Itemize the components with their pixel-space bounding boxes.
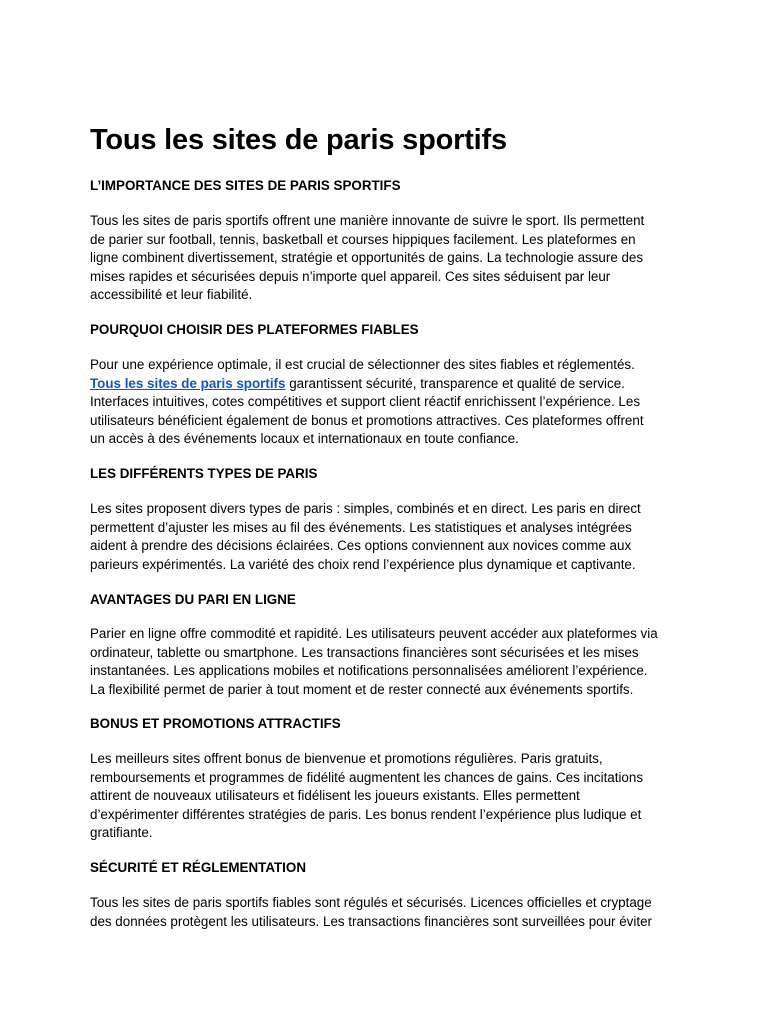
paragraph-line: instantanées. Les applications mobiles et notifications personnalisées améliorent l’expérience. bbox=[90, 663, 648, 678]
paragraph-line: attirent de nouveaux utilisateurs et fidélisent les joueurs existants. Elles permettent bbox=[90, 788, 580, 803]
page-title: Tous les sites de paris sportifs bbox=[90, 124, 507, 156]
paragraph-line-with-link bbox=[90, 375, 644, 394]
paragraph-line: Les sites proposent divers types de paris : simples, combinés et en direct. Les paris en direct bbox=[90, 501, 641, 516]
paragraph-line: ordinateur, tablette ou smartphone. Les transactions financières sont sécurisées et les mises bbox=[90, 644, 639, 660]
paragraph-line-rest: garantissent sécurité, transparence et qualité de service. bbox=[289, 375, 625, 391]
paragraph-line: permettent d’ajuster les mises au fil des événements. Les statistiques et analyses intégrées bbox=[90, 519, 632, 535]
paragraph-line: La flexibilité permet de parier à tout moment et de rester connecté aux événements sportifs. bbox=[90, 681, 634, 697]
section-paragraph-plateformes bbox=[90, 356, 644, 449]
section-heading-securite: SÉCURITÉ ET RÉGLEMENTATION bbox=[90, 860, 306, 875]
paragraph-line: aident à prendre des décisions éclairées. Ces options conviennent aux novices comme aux bbox=[90, 538, 632, 553]
paragraph-line: remboursements et programmes de fidélité augmentent les chances de gains. Ces incitations bbox=[90, 769, 644, 785]
section-heading-bonus: BONUS ET PROMOTIONS ATTRACTIFS bbox=[90, 716, 341, 731]
section-heading-plateformes: POURQUOI CHOISIR DES PLATEFORMES FIABLES bbox=[90, 322, 419, 337]
section-paragraph-bonus bbox=[90, 750, 643, 843]
section-heading-importance: L’IMPORTANCE DES SITES DE PARIS SPORTIFS bbox=[90, 178, 401, 193]
paragraph-line: de parier sur football, tennis, basketball et courses hippiques facilement. Les plateformes en bbox=[90, 231, 636, 247]
paragraph-line: gratifiante. bbox=[90, 825, 153, 840]
paragraph-line: des données protègent les utilisateurs. Les transactions financières sont surveillées pour éviter bbox=[90, 913, 652, 929]
paragraph-line: utilisateurs bénéficient également de bonus et promotions attractives. Ces plateformes offrent bbox=[90, 412, 644, 428]
paragraph-line: d’expérimenter différentes stratégies de paris. Les bonus rendent l’expérience plus ludique et bbox=[90, 806, 642, 822]
paragraph-line: parieurs expérimentés. La variété des choix rend l’expérience plus dynamique et captivante. bbox=[90, 556, 636, 572]
section-paragraph-avantages bbox=[90, 625, 658, 699]
paragraph-line: un accès à des événements locaux et internationaux en toute confiance. bbox=[90, 431, 519, 446]
paragraph-line: Interfaces intuitives, cotes compétitives et support client réactif enrichissent l’expérience. Les bbox=[90, 394, 641, 409]
paragraph-line: mises rapides et sécurisées depuis n’importe quel appareil. Ces sites séduisent par leur bbox=[90, 268, 611, 284]
section-paragraph-types bbox=[90, 500, 641, 574]
sites-paris-sportifs-link[interactable]: Tous les sites de paris sportifs bbox=[90, 375, 286, 391]
paragraph-line: Parier en ligne offre commodité et rapidité. Les utilisateurs peuvent accéder aux plateformes via bbox=[90, 626, 658, 641]
section-heading-types: LES DIFFÉRENTS TYPES DE PARIS bbox=[90, 466, 318, 481]
paragraph-line: Pour une expérience optimale, il est crucial de sélectionner des sites fiables et réglementés. bbox=[90, 357, 635, 372]
section-heading-avantages: AVANTAGES DU PARI EN LIGNE bbox=[90, 592, 296, 607]
paragraph-line: Tous les sites de paris sportifs offrent une manière innovante de suivre le sport. Ils permettent bbox=[90, 213, 645, 228]
paragraph-line: accessibilité et leur fiabilité. bbox=[90, 287, 253, 302]
section-paragraph-securite bbox=[90, 894, 652, 931]
paragraph-line: Tous les sites de paris sportifs fiables sont régulés et sécurisés. Licences officielles et cryptage bbox=[90, 895, 652, 910]
paragraph-line: Les meilleurs sites offrent bonus de bienvenue et promotions régulières. Paris gratuits, bbox=[90, 751, 603, 766]
section-paragraph-importance bbox=[90, 212, 644, 305]
paragraph-line: ligne combinent divertissement, stratégie et opportunités de gains. La technologie assure des bbox=[90, 250, 644, 265]
